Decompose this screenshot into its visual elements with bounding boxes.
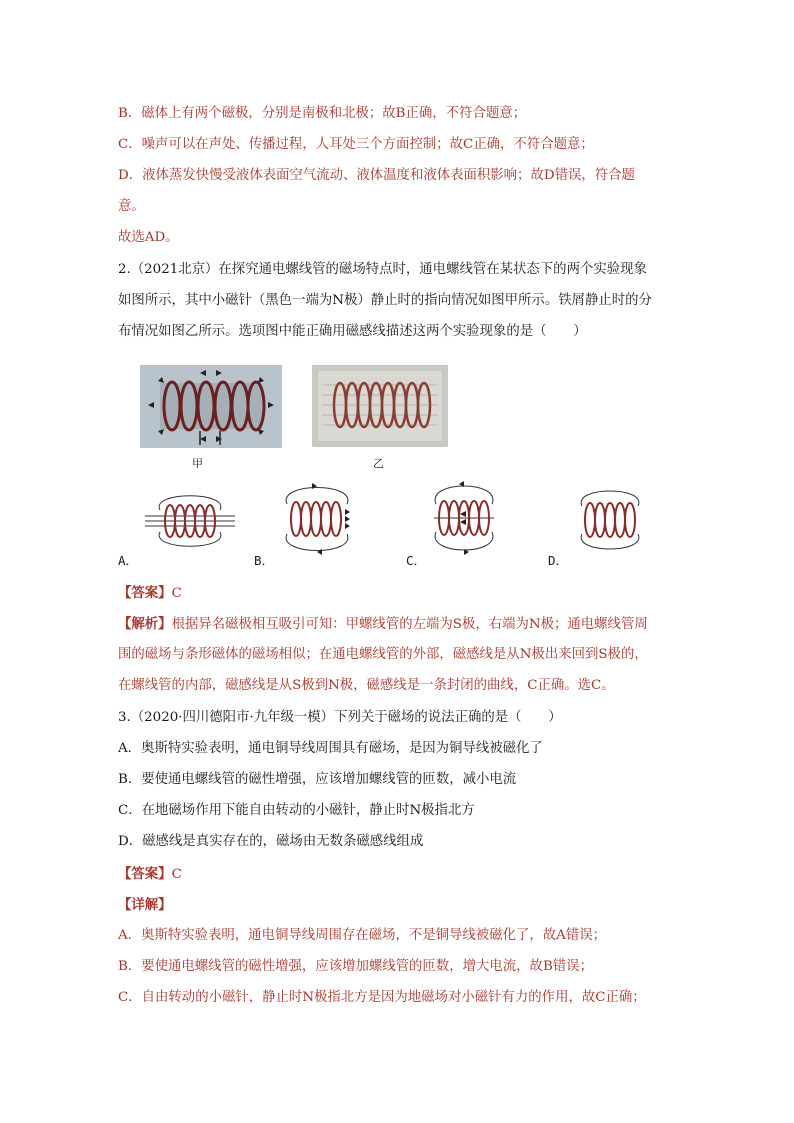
option-c-explanation: C．噪声可以在声处、传播过程，人耳处三个方面控制；故C正确，不符合题意；	[118, 137, 594, 152]
option-c-label: C．	[406, 553, 427, 568]
question-3-option-b: B．要使通电螺线管的磁性增强，应该增加螺线管的匝数，减小电流	[118, 772, 517, 787]
option-d-diagram	[570, 484, 650, 556]
question-2-line-3: 布情况如图乙所示。选项图中能正确用磁感线描述这两个实验现象的是（ ）	[118, 324, 587, 339]
answer-2	[118, 583, 182, 604]
option-d-explanation: D．液体蒸发快慢受液体表面空气流动、液体温度和液体表面积影响；故D错误，符合题	[118, 168, 635, 183]
answer-2-tag: 【答案】	[118, 585, 172, 601]
detail-3-line-c: C．自由转动的小磁针，静止时N极指北方是因为地磁场对小磁针有力的作用，故C正确；	[118, 990, 646, 1005]
answer-3-value: C	[171, 867, 182, 882]
option-a-label: A．	[118, 553, 139, 568]
analysis-2-tag: 【解析】	[118, 616, 172, 632]
analysis-2-text-1: 根据异名磁极相互吸引可知：甲螺线管的左端为S极，右端为N极；通电螺线管周	[171, 617, 648, 632]
detail-3-line-a: A．奥斯特实验表明，通电铜导线周围存在磁场，不是铜导线被磁化了，故A错误；	[118, 928, 607, 943]
question-3-option-c: C．在地磁场作用下能自由转动的小磁针，静止时N极指北方	[118, 803, 475, 818]
option-c-diagram	[424, 480, 504, 556]
option-b-label: B．	[254, 553, 275, 568]
analysis-2-line-3: 在螺线管的内部，磁感线是从S极到N极，磁感线是一条封闭的曲线，C正确。选C。	[118, 678, 615, 693]
answer-2-value: C	[171, 586, 182, 601]
option-d-explanation-cont: 意。	[118, 199, 145, 214]
detail-3-tag: 【详解】	[118, 897, 172, 913]
answer-3	[118, 864, 182, 885]
question-2-line-1: 2.（2021北京）在探究通电螺线管的磁场特点时，通电螺线管在某状态下的两个实验现象	[118, 262, 647, 277]
analysis-2-line-1	[118, 614, 648, 635]
option-d-label: D．	[548, 553, 569, 568]
analysis-2-line-2: 围的磁场与条形磁体的磁场相似；在通电螺线管的外部，磁感线是从N极出来回到S极的，	[118, 647, 648, 662]
option-b-explanation: B．磁体上有两个磁极，分别是南极和北极；故B正确，不符合题意；	[118, 106, 527, 121]
caption-yi: 乙	[373, 457, 384, 470]
option-b-diagram	[272, 482, 362, 556]
question-3: 3.（2020·四川德阳市·九年级一模）下列关于磁场的说法正确的是（ ）	[118, 710, 562, 725]
figure-jia-photo	[140, 365, 282, 448]
conclusion: 故选AD。	[118, 230, 179, 245]
figure-yi-photo	[312, 365, 448, 447]
option-a-diagram	[140, 486, 240, 556]
caption-jia: 甲	[192, 457, 203, 470]
detail-3-line-b: B．要使通电螺线管的磁性增强，应该增加螺线管的匝数，增大电流，故B错误；	[118, 959, 593, 974]
answer-3-tag: 【答案】	[118, 866, 172, 882]
detail-3-heading	[118, 895, 172, 916]
question-2-line-2: 如图所示，其中小磁针（黑色一端为N极）静止时的指向情况如图甲所示。铁屑静止时的分	[118, 293, 652, 308]
question-3-option-d: D．磁感线是真实存在的，磁场由无数条磁感线组成	[118, 834, 424, 849]
question-3-option-a: A．奥斯特实验表明，通电铜导线周围具有磁场，是因为铜导线被磁化了	[118, 741, 543, 756]
